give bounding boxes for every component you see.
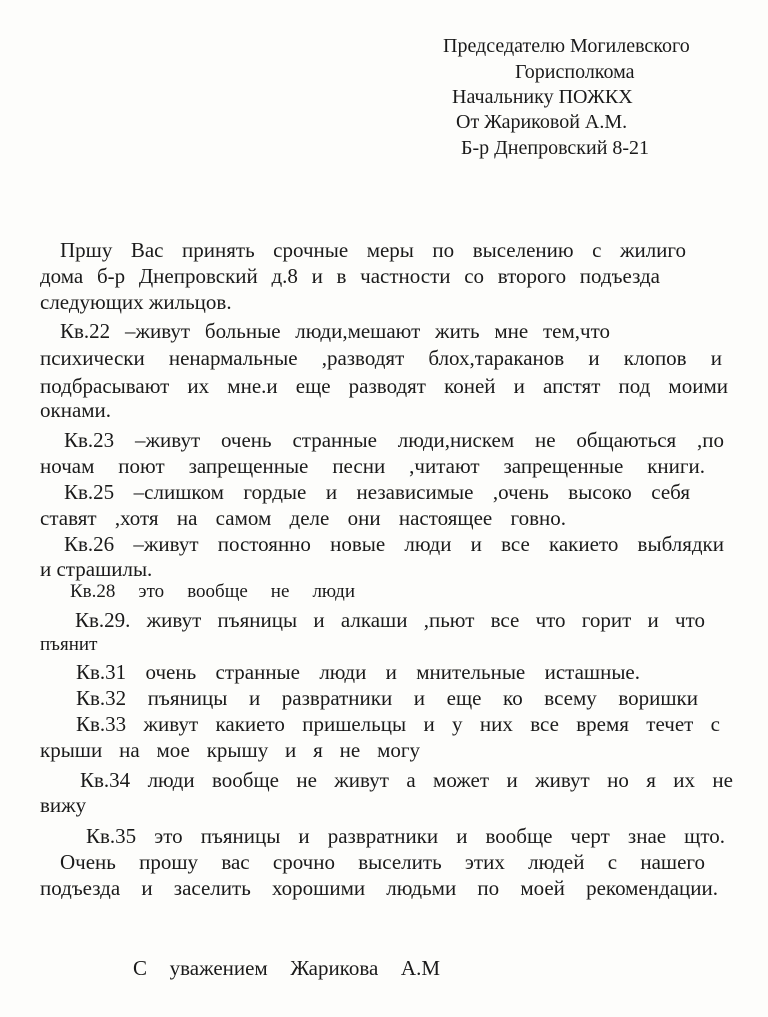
body-line: Кв.25 –слишком гордые и независимые ,очень высоко себя [64, 480, 690, 504]
body-line: пъянит [40, 634, 98, 655]
addressee-line: Горисполкома [515, 61, 635, 83]
signature: С уважением Жарикова А.М [133, 956, 440, 980]
body-line: психически ненармальные ,разводят блох,тараканов и клопов и [40, 346, 722, 370]
body-line: Кв.35 это пъяницы и развратники и вообще черт знае щто. [86, 824, 725, 848]
body-line: ставят ,хотя на самом деле они настоящее говно. [40, 506, 566, 530]
addressee-line: Б-р Днепровский 8-21 [461, 137, 650, 159]
body-line: Пршу Вас принять срочные меры по выселению с жилиго [60, 238, 686, 262]
body-line: и страшилы. [40, 557, 153, 581]
body-line: ночам поют запрещенные песни ,читают запрещенные книги. [40, 454, 705, 478]
body-line: Кв.29. живут пъяницы и алкаши ,пьют все что горит и что [75, 608, 705, 632]
addressee-line: От Жариковой А.М. [456, 111, 628, 133]
body-line: подъезда и заселить хорошими людьми по моей рекомендации. [40, 876, 718, 900]
body-line: подбрасывают их мне.и еще разводят коней и апстят под моими [40, 374, 728, 398]
body-line: Кв.28 это вообще не люди [70, 581, 355, 602]
addressee-line: Председателю Могилевского [443, 35, 690, 57]
body-line: Кв.33 живут какието пришельцы и у них все время течет с [76, 712, 720, 736]
body-line: крыши на мое крышу и я не могу [40, 738, 420, 762]
body-line: Кв.22 –живут больные люди,мешают жить мне тем,что [60, 319, 610, 343]
body-line: Кв.23 –живут очень странные люди,нискем не общаються ,по [64, 428, 724, 452]
body-line: дома б-р Днепровский д.8 и в частности со второго подъезда [40, 264, 660, 288]
addressee-line: Начальнику ПОЖКХ [452, 86, 633, 108]
body-line: окнами. [40, 398, 112, 422]
body-line: следующих жильцов. [40, 290, 232, 314]
body-line: Кв.26 –живут постоянно новые люди и все какието выблядки [64, 532, 724, 556]
body-line: Очень прошу вас срочно выселить этих людей с нашего [60, 850, 705, 874]
body-line: Кв.34 люди вообще не живут а может и живут но я их не [80, 768, 733, 792]
body-line: вижу [40, 793, 87, 817]
body-line: Кв.32 пъяницы и развратники и еще ко всему воришки [76, 686, 698, 710]
body-line: Кв.31 очень странные люди и мнительные исташные. [76, 660, 640, 684]
